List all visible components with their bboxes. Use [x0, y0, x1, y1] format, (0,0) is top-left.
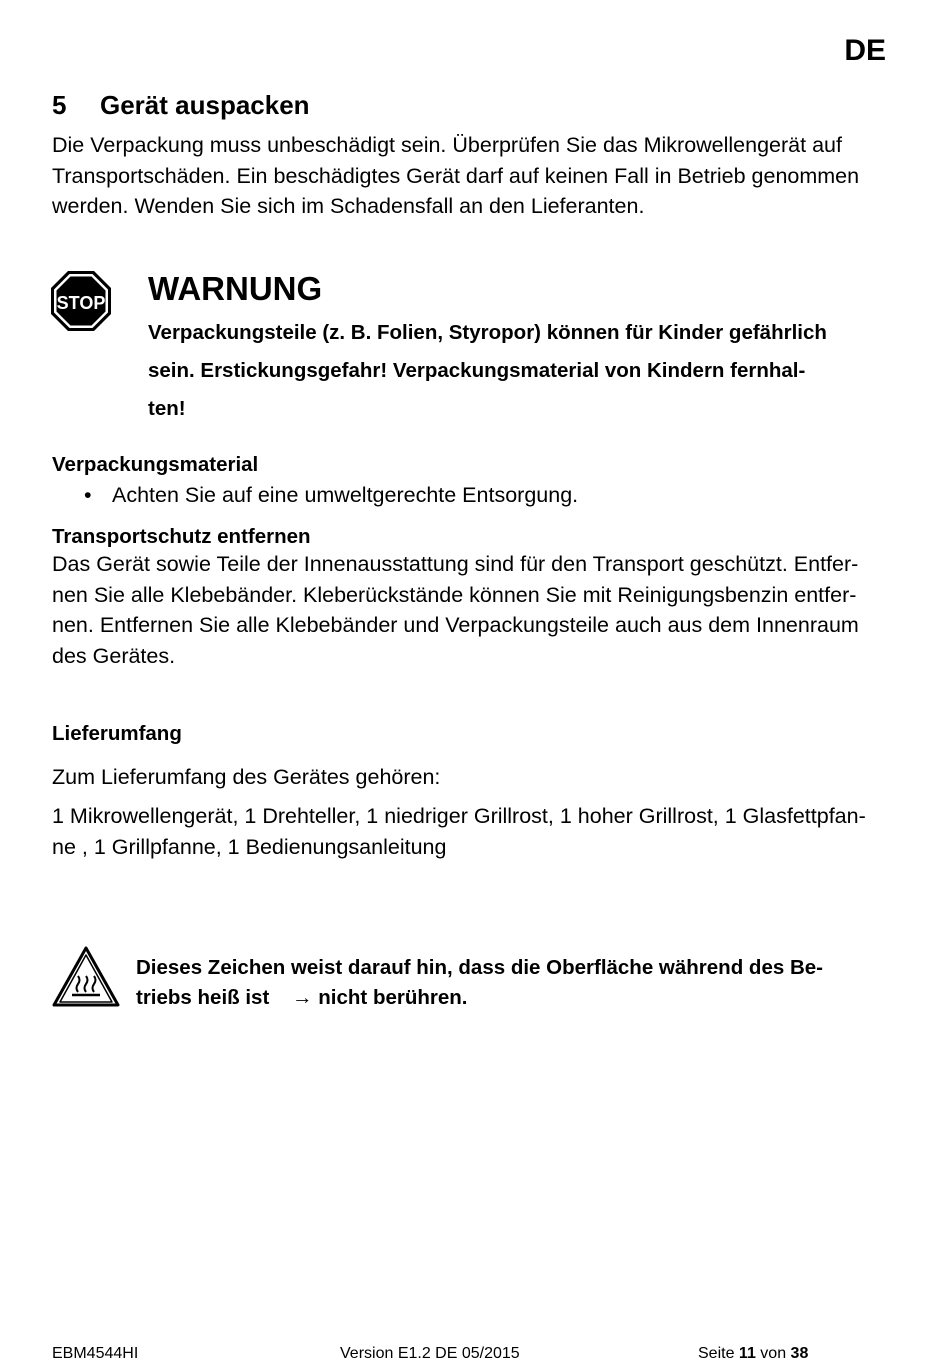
section-heading — [52, 90, 310, 121]
page-of: von — [760, 1345, 787, 1362]
current-page: 11 — [738, 1345, 756, 1362]
warning-line: Verpackungsteile (z. B. Folien, Styropor) können für Kinder gefährlich — [148, 321, 827, 344]
footer-model: EBM4544HI — [52, 1345, 139, 1362]
transport-paragraph — [52, 549, 902, 671]
warning-title: WARNUNG — [148, 270, 323, 307]
transport-line: des Gerätes. — [52, 643, 176, 668]
scope-heading: Lieferumfang — [52, 722, 182, 745]
warning-line: ten! — [148, 397, 186, 420]
section-title: Gerät auspacken — [100, 90, 310, 120]
stop-sign-icon — [50, 270, 112, 332]
scope-line: 1 Mikrowellengerät, 1 Drehteller, 1 niedriger Grillrost, 1 hoher Grillrost, 1 Glasfettpfan- — [52, 804, 866, 828]
arrow-right-icon: → — [292, 986, 313, 1009]
section-number: 5 — [52, 90, 67, 120]
hot-notice-line2 — [136, 983, 896, 1013]
hot-notice-text: nicht berühren. — [318, 986, 468, 1009]
transport-line: nen. Entfernen Sie alle Klebebänder und Verpackungsteile auch aus dem Innenraum — [52, 613, 859, 637]
scope-line: ne , 1 Grillpfanne, 1 Bedienungsanleitung — [52, 834, 447, 859]
page-prefix: Seite — [698, 1345, 735, 1362]
intro-paragraph — [52, 130, 902, 222]
footer-page-number — [698, 1345, 808, 1363]
intro-line: werden. Wenden Sie sich im Schadensfall an den Lieferanten. — [52, 194, 645, 218]
transport-heading: Transportschutz entfernen — [52, 525, 311, 548]
transport-line: Das Gerät sowie Teile der Innenausstattung sind für den Transport geschützt. Entfer- — [52, 552, 859, 576]
scope-list — [52, 801, 902, 862]
stop-sign-text: STOP — [56, 293, 106, 313]
footer-version: Version E1.2 DE 05/2015 — [340, 1345, 520, 1362]
intro-line: Transportschäden. Ein beschädigtes Gerät darf auf keinen Fall in Betrieb genommen — [52, 163, 860, 188]
total-pages: 38 — [790, 1345, 809, 1362]
bullet-text: Achten Sie auf eine umweltgerechte Entsorgung. — [112, 483, 579, 507]
transport-line: nen Sie alle Klebebänder. Kleberückstände können Sie mit Reinigungsbenzin entfer- — [52, 582, 857, 607]
intro-line: Die Verpackung muss unbeschädigt sein. Überprüfen Sie das Mikrowellengerät auf — [52, 133, 842, 157]
hot-surface-notice — [136, 953, 896, 1013]
scope-intro: Zum Lieferumfang des Gerätes gehören: — [52, 765, 441, 789]
bullet-icon: • — [84, 483, 92, 507]
warning-text — [148, 314, 888, 428]
packaging-heading: Verpackungsmaterial — [52, 453, 259, 476]
hot-surface-warning-icon — [52, 946, 120, 1008]
hot-notice-text: triebs heiß ist — [136, 986, 270, 1009]
language-label: DE — [844, 34, 886, 67]
warning-line: sein. Erstickungsgefahr! Verpackungsmaterial von Kindern fernhal- — [148, 359, 806, 382]
hot-notice-line: Dieses Zeichen weist darauf hin, dass die Oberfläche während des Be- — [136, 956, 823, 979]
